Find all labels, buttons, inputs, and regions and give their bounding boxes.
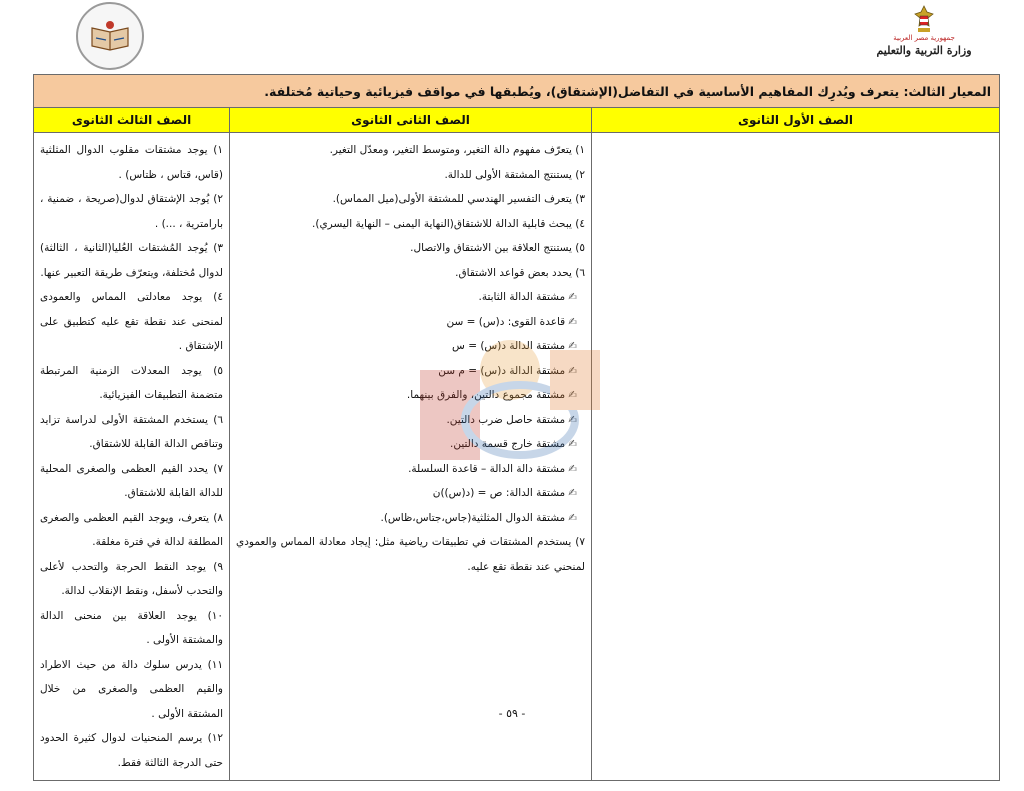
- grade3-list: [40, 138, 223, 775]
- list-item: ٣) يتعرف التفسير الهندسي للمشتقة الأولى(ميل المماس).: [332, 193, 585, 205]
- sub-list-item: ✍مشتقة الدالة الثابتة.: [478, 291, 577, 303]
- list-item: ١) يوجد مشتقات مقلوب الدوال المثلثية (قاس، قتاس ، ظتاس) .: [40, 144, 223, 181]
- pencil-icon: ✍: [568, 487, 577, 499]
- country-name: جمهورية مصر العربية: [893, 34, 955, 42]
- grade1-cell: [592, 133, 1000, 781]
- list-item: ٧) يحدد القيم العظمى والصغرى المحلية للدالة القابلة للاشتقاق.: [40, 462, 223, 499]
- sub-list-item: ✍مشتقة الدوال المثلثية(جاس،جتاس،ظاس).: [380, 511, 577, 524]
- pencil-icon: ✍: [568, 315, 577, 328]
- column-grade3: الصف الثالث الثانوى: [34, 108, 230, 133]
- list-item: ١٠) يوجد العلاقة بين منحنى الدالة والمشتقة الأولى .: [40, 609, 223, 646]
- pencil-icon: ✍: [568, 364, 577, 377]
- list-item: ٧) يستخدم المشتقات في تطبيقات رياضية مثل: إيجاد معادلة المماس والعمودي لمنحني عند نقطة تقع عليه.: [236, 536, 585, 573]
- ministry-logo: [876, 4, 972, 66]
- list-item: ٥) يوجد المعدلات الزمنية المرتبطة متضمنة التطبيقات الفيزيائية.: [40, 364, 223, 401]
- sub-list-item: ✍مشتقة الدالة د(س) = س: [452, 340, 577, 352]
- pencil-icon: ✍: [568, 413, 577, 426]
- list-item: ٩) يوجد النقط الحرجة والتحدب لأعلى والتحدب لأسفل، ونقط الإنقلاب لدالة.: [40, 560, 223, 597]
- list-item: ٤) يوجد معادلتى المماس والعمودى لمنحنى عند نقطة تقع عليه كتطبيق على الإشتقاق .: [40, 291, 223, 352]
- standard-title: المعيار الثالث: يتعرف ويُدرِك المفاهيم الأساسية في التفاضل(الإشتقاق)، ويُطبقها في مواقف فيزيائية وحياتية مُختلفة.: [34, 75, 1000, 108]
- book-emblem-icon: [88, 18, 132, 54]
- list-item: ٤) يبحث قابلية الدالة للاشتقاق(النهاية اليمنى – النهاية اليسري).: [312, 217, 585, 230]
- list-item: ١١) يدرس سلوك دالة من حيث الاطراد والقيم العظمى والصغرى من خلال المشتقة الأولى .: [40, 658, 223, 720]
- column-headers: [34, 108, 1000, 133]
- sub-list-item: ✍مشتقة خارج قسمة دالتين.: [449, 438, 577, 450]
- list-item: ٦) يحدد بعض قواعد الاشتقاق.: [455, 266, 585, 279]
- pencil-icon: ✍: [568, 389, 577, 401]
- page-number: - ٥٩ -: [498, 707, 526, 720]
- sub-list-item: ✍مشتقة الدالة: ص = (د(س))ن: [432, 487, 577, 499]
- sub-list-item: ✍مشتقة الدالة د(س) = م سن: [438, 364, 577, 377]
- grade2-cell: [230, 133, 592, 781]
- column-grade2: الصف الثانى الثانوى: [230, 108, 592, 133]
- list-item: ٥) يستنتج العلاقة بين الاشتقاق والاتصال.: [410, 242, 585, 254]
- pencil-icon: ✍: [568, 438, 577, 450]
- list-item: ١) يتعرّف مفهوم دالة التغير، ومتوسط التغير، ومعدّل التغير.: [329, 144, 585, 156]
- content-row: [34, 133, 1000, 781]
- pencil-icon: ✍: [568, 511, 577, 524]
- page-header: [0, 0, 1024, 72]
- eagle-emblem-icon: [913, 4, 935, 34]
- school-logo: [76, 2, 144, 70]
- grade3-cell: [34, 133, 230, 781]
- sub-list-item: ✍قاعدة القوى: د(س) = سن: [446, 315, 577, 328]
- sub-list-item: ✍مشتقة حاصل ضرب دالتين.: [446, 413, 577, 426]
- list-item: ٨) يتعرف، ويوجد القيم العظمى والصغرى المطلقة لدالة في فترة مغلقة.: [40, 511, 223, 548]
- list-item: ٢) يستنتج المشتقة الأولى للدالة.: [444, 168, 585, 181]
- pencil-icon: ✍: [568, 340, 577, 352]
- pencil-icon: ✍: [568, 462, 577, 475]
- list-item: ٣) يُوجد المُشتقات العُليا(الثانية ، الثالثة) لدوال مُختلفة، ويتعرّف طريقة التعبير عنها.: [40, 242, 223, 279]
- pencil-icon: ✍: [568, 291, 577, 303]
- sub-list-item: ✍مشتقة دالة الدالة – قاعدة السلسلة.: [408, 462, 577, 475]
- sub-list-item: ✍مشتقة مجموع دالتين، والفرق بينهما.: [406, 389, 577, 401]
- list-item: ١٢) يرسم المنحنيات لدوال كثيرة الحدود حتى الدرجة الثالثة فقط.: [40, 732, 223, 769]
- list-item: ٢) يُوجد الإشتقاق لدوال(صريحة ، ضمنية ، بارامترية ، ...) .: [40, 193, 223, 230]
- standard-row: [34, 75, 1000, 108]
- column-grade1: الصف الأول الثانوى: [592, 108, 1000, 133]
- standards-table: [33, 74, 1000, 781]
- list-item: ٦) يستخدم المشتقة الأولى لدراسة تزايد وتناقص الدالة القابلة للاشتقاق.: [40, 413, 223, 450]
- ministry-name: وزارة التربية والتعليم: [876, 44, 972, 57]
- grade2-list: [236, 138, 585, 579]
